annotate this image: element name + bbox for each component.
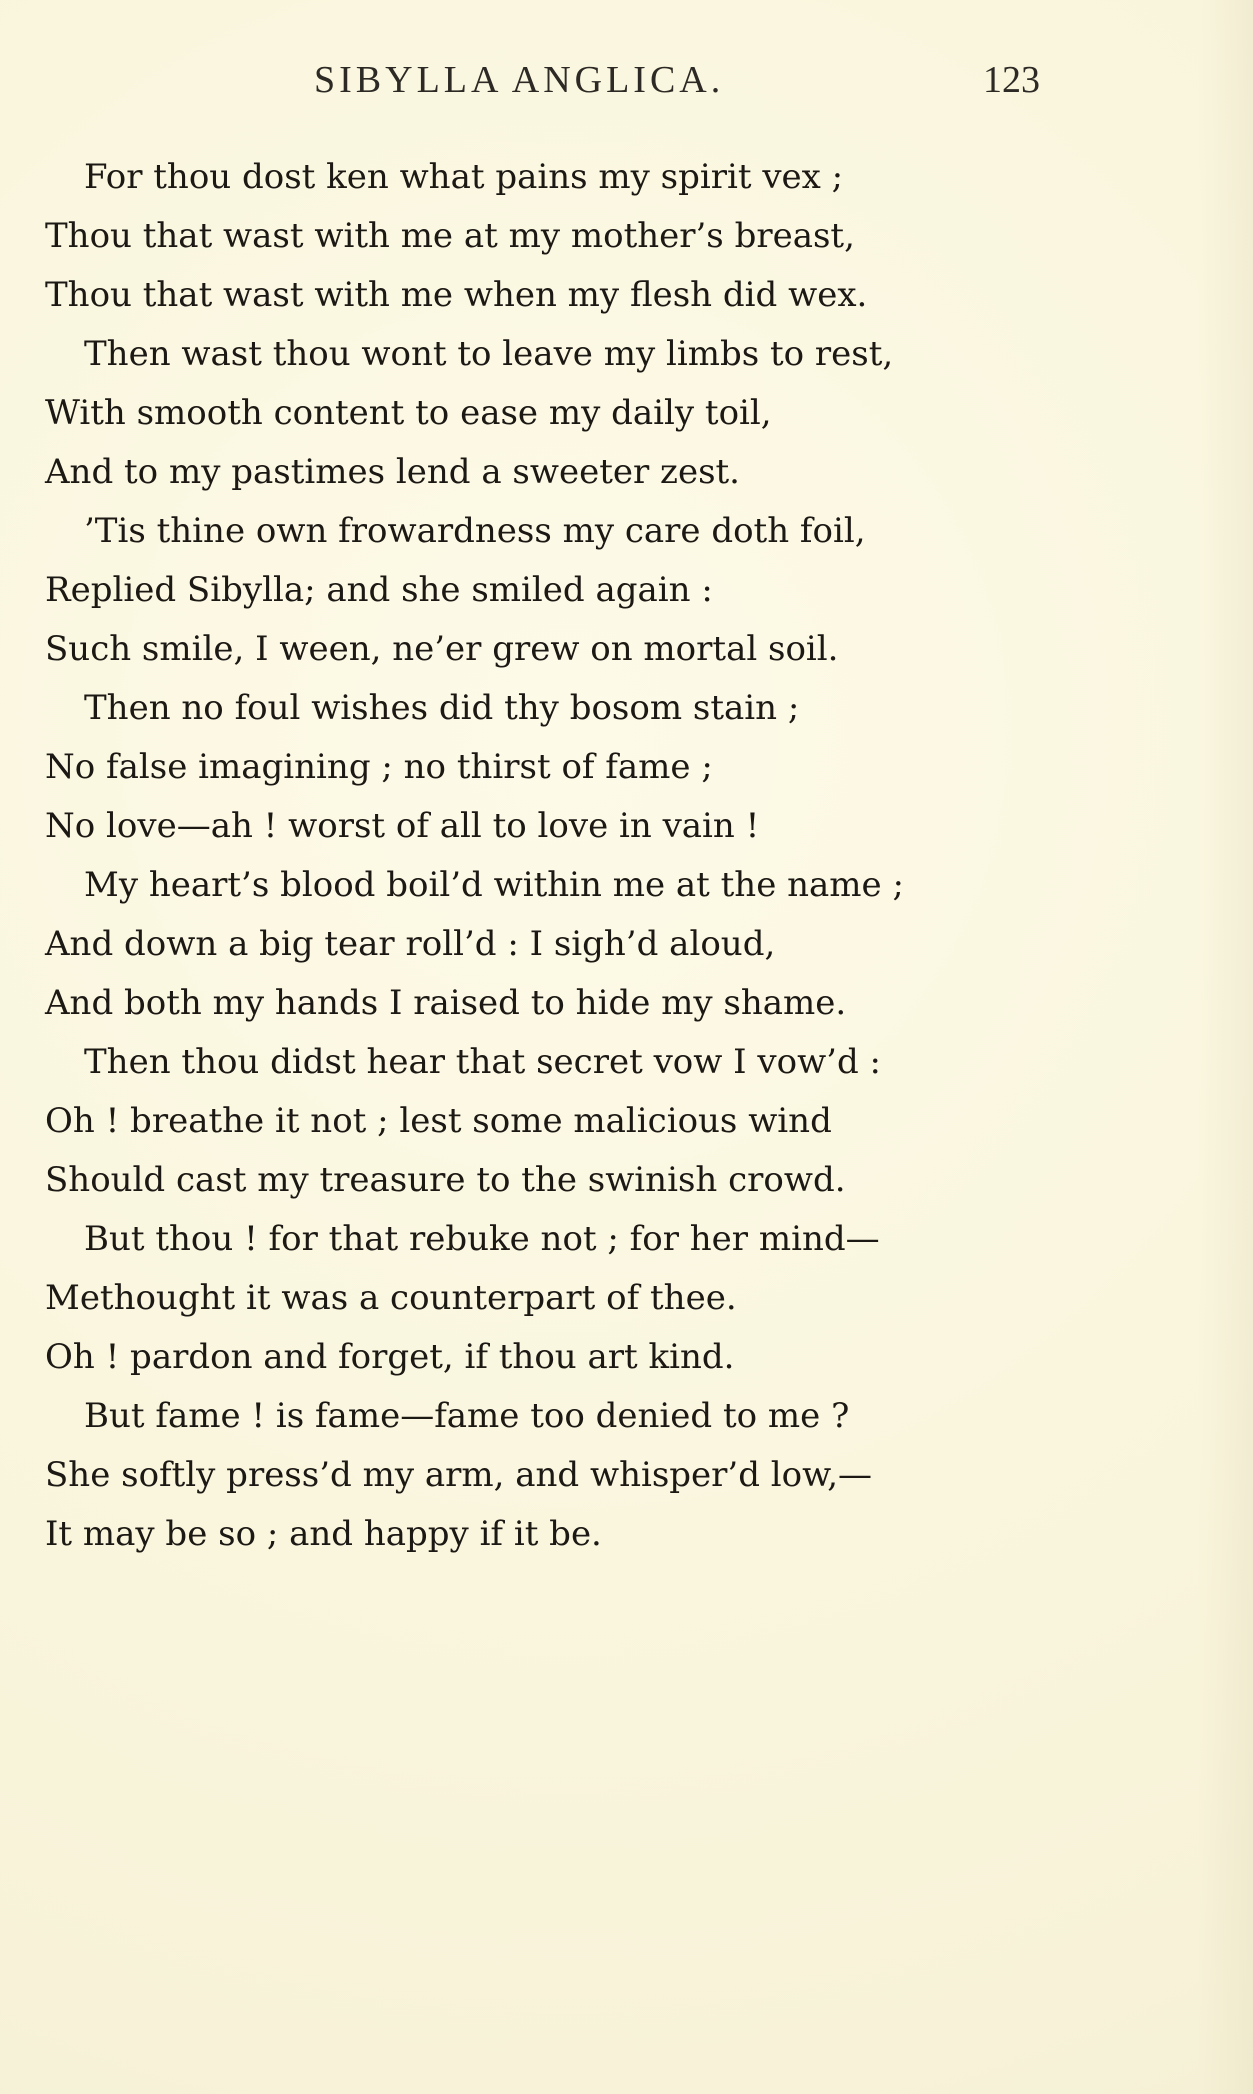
poem-line: Such smile, I ween, ne’er grew on mortal soil. <box>45 629 839 669</box>
poem-line: But thou ! for that rebuke not ; for her mind— <box>84 1219 880 1259</box>
running-title: SIBYLLA ANGLICA. <box>314 59 725 101</box>
poem-line: And to my pastimes lend a sweeter zest. <box>45 452 740 492</box>
poem-line: Then no foul wishes did thy bosom stain ; <box>84 688 800 728</box>
poem-line: Then wast thou wont to leave my limbs to rest, <box>84 334 894 374</box>
poem-line: Thou that wast with me when my flesh did wex. <box>45 275 868 315</box>
poem-line: No false imagining ; no thirst of fame ; <box>45 747 713 787</box>
poem-text <box>0 148 1253 1568</box>
page-header <box>0 58 1253 108</box>
poem-line: With smooth content to ease my daily toil, <box>45 393 772 433</box>
poem-line: And both my hands I raised to hide my shame. <box>45 983 847 1023</box>
poem-line: And down a big tear roll’d : I sigh’d aloud, <box>45 924 776 964</box>
poem-line: ’Tis thine own frowardness my care doth foil, <box>84 511 866 551</box>
poem-line: Should cast my treasure to the swinish crowd. <box>45 1160 846 1200</box>
poem-line: Thou that wast with me at my mother’s breast, <box>45 216 855 256</box>
poem-line: Replied Sibylla; and she smiled again : <box>45 570 713 610</box>
poem-line: She softly press’d my arm, and whisper’d low,— <box>45 1455 873 1495</box>
poem-line: It may be so ; and happy if it be. <box>45 1514 602 1554</box>
poem-line: My heart’s blood boil’d within me at the name ; <box>84 865 904 905</box>
poem-line: Methought it was a counterpart of thee. <box>45 1278 737 1318</box>
poem-line: For thou dost ken what pains my spirit vex ; <box>84 157 844 197</box>
page-number: 123 <box>983 59 1040 101</box>
poem-line: Oh ! breathe it not ; lest some malicious wind <box>45 1101 832 1141</box>
poem-line: Oh ! pardon and forget, if thou art kind. <box>45 1337 735 1377</box>
poem-stanza <box>0 148 1253 1564</box>
poem-line: Then thou didst hear that secret vow I vow’d : <box>84 1042 882 1082</box>
poem-line: But fame ! is fame—fame too denied to me ? <box>84 1396 850 1436</box>
poem-line: No love—ah ! worst of all to love in vain ! <box>45 806 760 846</box>
